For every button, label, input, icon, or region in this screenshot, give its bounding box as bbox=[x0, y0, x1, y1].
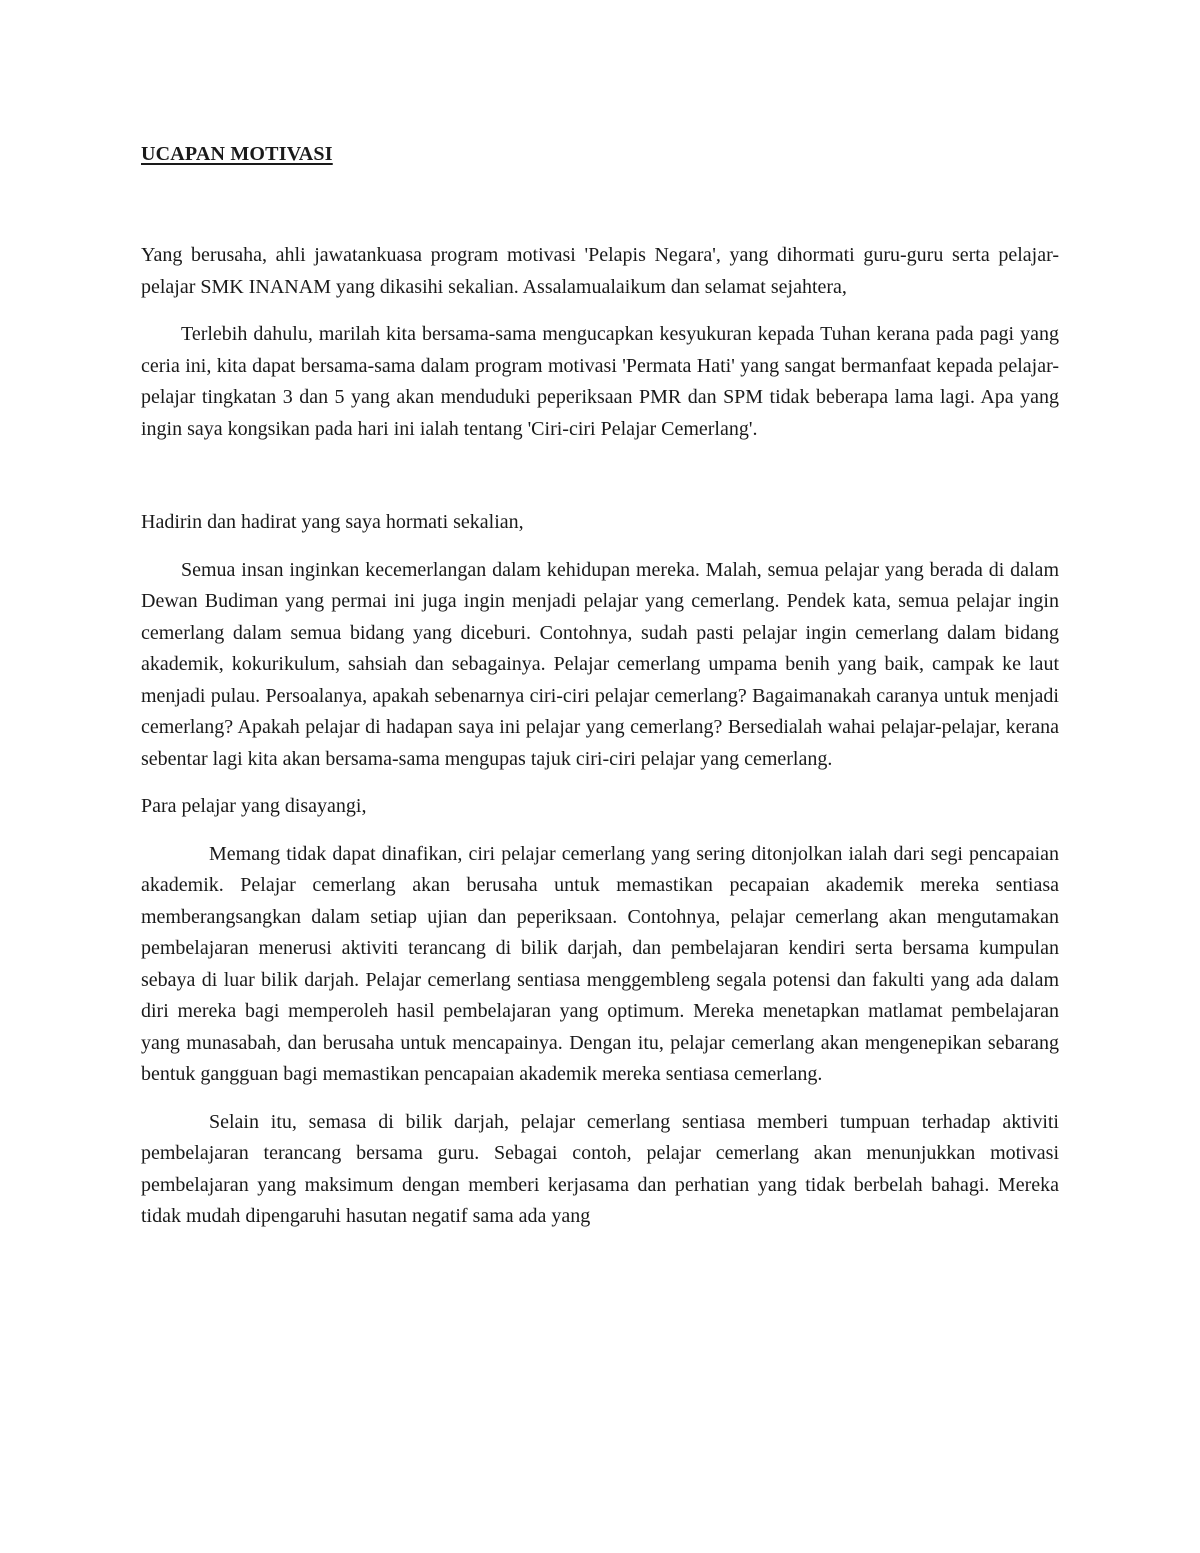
intro-paragraph: Semua insan inginkan kecemerlangan dalam kehidupan mereka. Malah, semua pelajar yang berada di dalam Dewan Budiman yang permai ini juga ingin menjadi pelajar yang cemerlang. Pendek kata, semua pelajar ingin cemerlang dalam semua bidang yang diceburi. Contohnya, sudah pasti pelajar ingin cemerlang dalam bidang akademik, kokurikulum, sahsiah dan sebagainya. Pelajar cemerlang umpama benih yang baik, campak ke laut menjadi pulau. Persoalanya, apakah sebenarnya ciri-ciri pelajar cemerlang? Bagaimanakah caranya untuk menjadi cemerlang? Apakah pelajar di hadapan saya ini pelajar yang cemerlang? Bersedialah wahai pelajar-pelajar, kerana sebentar lagi kita akan bersama-sama mengupas tajuk ciri-ciri pelajar yang cemerlang. bbox=[141, 558, 1059, 770]
opening-paragraph: Terlebih dahulu, marilah kita bersama-sama mengucapkan kesyukuran kepada Tuhan kerana pada pagi yang ceria ini, kita dapat bersama-sama dalam program motivasi 'Permata Hati' yang sangat bermanfaat kepada pelajar-pelajar tingkatan 3 dan 5 yang akan menduduki peperiksaan PMR dan SPM tidak beberapa lama lagi. Apa yang ingin saya kongsikan pada hari ini ialah tentang 'Ciri-ciri Pelajar Cemerlang'. bbox=[141, 323, 1059, 440]
salutation-pelajar: Para pelajar yang disayangi, bbox=[141, 795, 367, 817]
greeting-paragraph: Yang berusaha, ahli jawatankuasa program motivasi 'Pelapis Negara', yang dihormati guru-guru serta pelajar-pelajar SMK INANAM yang dikasihi sekalian. Assalamualaikum dan selamat sejahtera, bbox=[141, 244, 1059, 298]
body-paragraph-akademik: Memang tidak dapat dinafikan, ciri pelajar cemerlang yang sering ditonjolkan ialah dari segi pencapaian akademik. Pelajar cemerlang akan berusaha untuk memastikan pecapaian akademik mereka sentiasa memberangsangkan dalam setiap ujian dan peperiksaan. Contohnya, pelajar cemerlang akan mengutamakan pembelajaran menerusi aktiviti terancang di bilik darjah, dan pembelajaran kendiri serta bersama kumpulan sebaya di luar bilik darjah. Pelajar cemerlang sentiasa menggembleng segala potensi dan fakulti yang ada dalam diri mereka bagi memperoleh hasil pembelajaran yang optimum. Mereka menetapkan matlamat pembelajaran yang munasabah, dan berusaha untuk mencapainya. Dengan itu, pelajar cemerlang akan mengenepikan sebarang bentuk gangguan bagi memastikan pencapaian akademik mereka sentiasa cemerlang. bbox=[141, 842, 1059, 1085]
document-body bbox=[141, 138, 1059, 1233]
body-paragraph-bilik-darjah: Selain itu, semasa di bilik darjah, pelajar cemerlang sentiasa memberi tumpuan terhadap aktiviti pembelajaran terancang bersama guru. Sebagai contoh, pelajar cemerlang akan menunjukkan motivasi pembelajaran yang maksimum dengan memberi kerjasama dan perhatian yang tidak berbelah bahagi. Mereka tidak mudah dipengaruhi hasutan negatif sama ada yang bbox=[141, 1110, 1059, 1227]
salutation-hadirin: Hadirin dan hadirat yang saya hormati sekalian, bbox=[141, 511, 524, 533]
document-title: UCAPAN MOTIVASI bbox=[141, 143, 333, 165]
